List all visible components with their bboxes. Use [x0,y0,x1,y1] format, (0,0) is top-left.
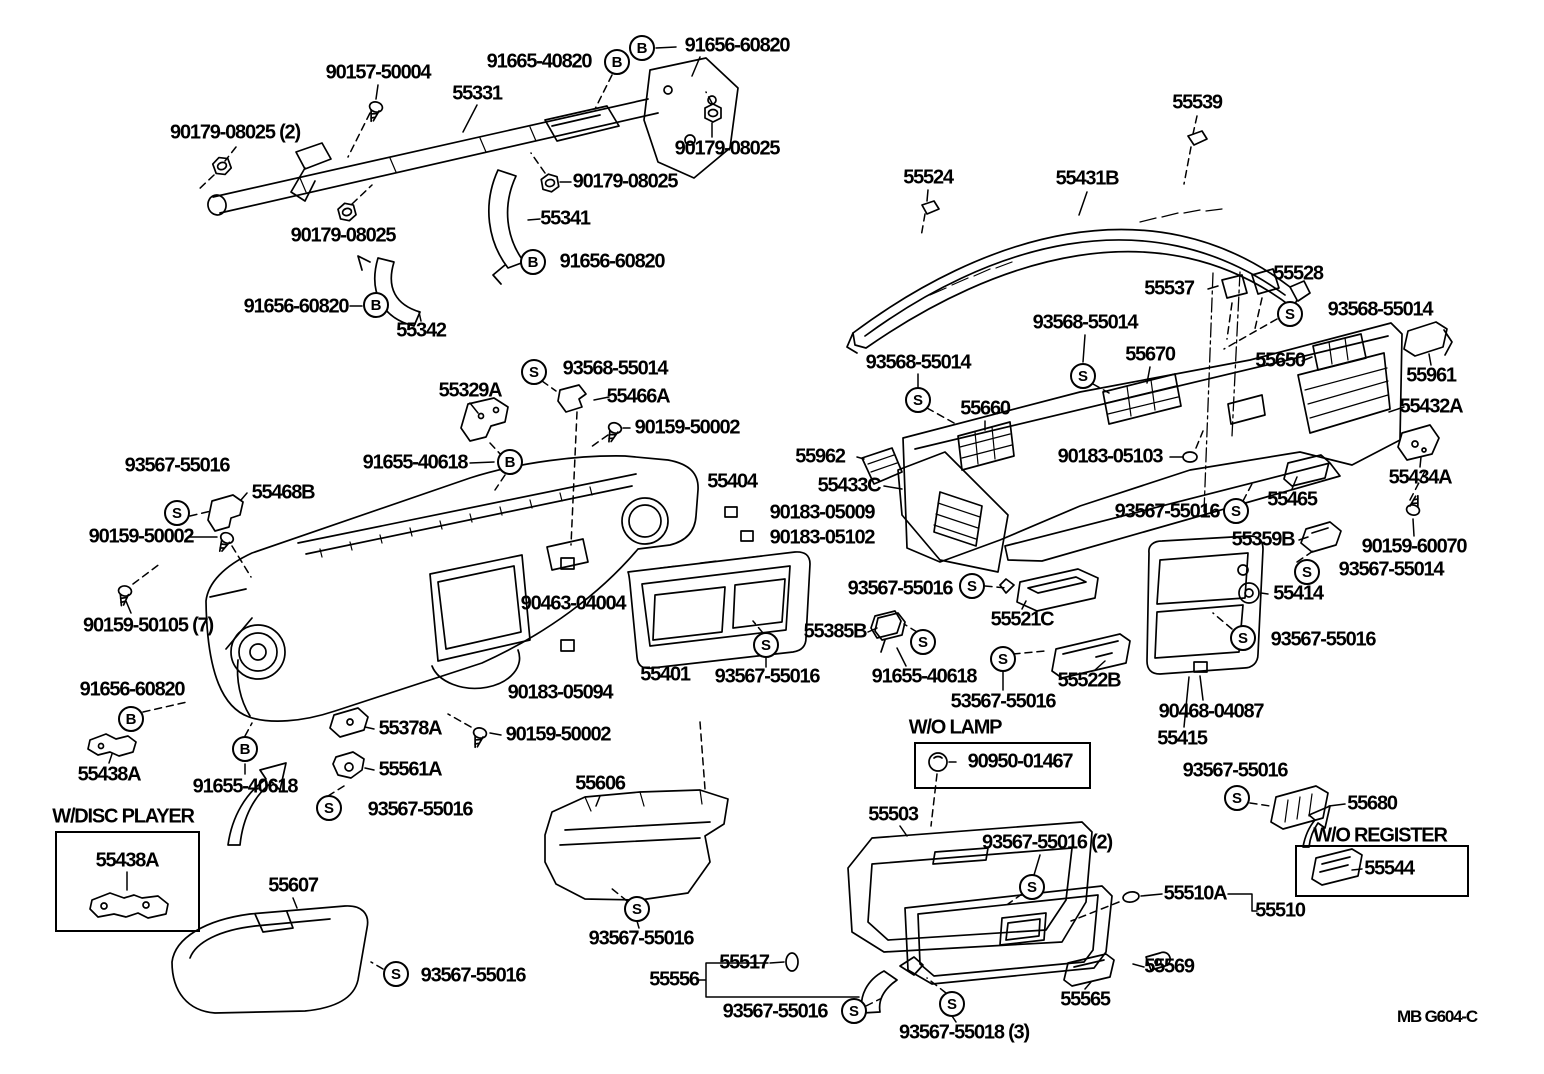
part-label: 55510A [1163,882,1227,905]
part-label: 55342 [396,319,446,342]
part-label: 55438A [95,849,159,872]
part-label: 55650 [1255,349,1305,372]
part-label: 55415 [1157,727,1207,750]
fastener-marker-s: S [1019,874,1045,900]
part-label: 90179-08025 [572,170,678,193]
part-label: 90179-08025 [674,137,780,160]
part-label: 55606 [575,772,625,795]
part-label: 90183-05102 [769,526,875,549]
part-label: 93567-55016 [722,1000,828,1023]
part-label: 55569 [1144,955,1194,978]
part-label: 55331 [452,82,502,105]
part-label: 55465 [1267,488,1317,511]
fastener-marker-s: S [959,573,985,599]
part-label: 55466A [606,385,670,408]
part-label: 93568-55014 [1032,311,1138,334]
part-label: 93567-55016 [1270,628,1376,651]
fastener-marker-s: S [521,359,547,385]
part-label: 91656-60820 [79,678,185,701]
part-label: 93568-55014 [1327,298,1433,321]
fastener-marker-s: S [1223,498,1249,524]
fastener-marker-b: B [232,736,258,762]
part-label: 90183-05103 [1057,445,1163,468]
fastener-marker-b: B [497,449,523,475]
part-label: 90468-04087 [1158,700,1264,723]
part-label: 91656-60820 [243,295,349,318]
part-label: 55556 [649,968,699,991]
part-label: 55561A [378,758,442,781]
fastener-marker-b: B [363,292,389,318]
small-brackets [88,385,901,778]
part-label: 55544 [1364,857,1414,880]
part-label: 55961 [1406,364,1456,387]
fastener-marker-s: S [164,500,190,526]
part-label: 55329A [438,379,502,402]
fastener-marker-s: S [316,795,342,821]
part-label: 93567-55018 (3) [899,1021,1029,1044]
part-label: 90179-08025 [290,224,396,247]
part-label: 55468B [251,481,315,504]
cluster-finish-panel-55401 [628,552,810,668]
part-label: 90183-05094 [507,681,613,704]
part-label: 55378A [378,717,442,740]
fastener-marker-b: B [629,35,655,61]
part-label: 55607 [268,874,318,897]
part-label: 93567-55016 [847,577,953,600]
part-label: 91665-40820 [486,50,592,73]
part-label: 55680 [1347,792,1397,815]
part-label: 55962 [795,445,845,468]
part-label: 93567-55016 [1182,759,1288,782]
part-label: 90179-08025 (2) [170,121,300,144]
part-label: 55438A [77,763,141,786]
part-label: 55565 [1060,988,1110,1011]
part-label: 93567-55016 [367,798,473,821]
part-label: 55510 [1255,899,1305,922]
centerlines [1204,272,1240,512]
part-label: 93568-55014 [562,357,668,380]
fastener-marker-s: S [990,646,1016,672]
part-label: 55660 [960,397,1010,420]
part-label: 93567-55016 [1114,500,1220,523]
part-label: 90159-60070 [1361,535,1467,558]
part-label: 55670 [1125,343,1175,366]
part-label: MB G604-C [1397,1007,1477,1026]
fastener-marker-s: S [1230,625,1256,651]
fastener-marker-s: S [753,632,779,658]
part-label: 91655-40618 [362,451,468,474]
part-label: 55524 [903,166,953,189]
part-label: 90159-50002 [88,525,194,548]
part-label: 93567-55016 [588,927,694,950]
part-label: 55539 [1172,91,1222,114]
fastener-marker-b: B [604,49,630,75]
fastener-marker-s: S [905,387,931,413]
fastener-marker-s: S [1070,363,1096,389]
part-label: W/O LAMP [908,716,1002,739]
part-label: 55404 [707,470,757,493]
fastener-marker-s: S [910,629,936,655]
part-label: 55537 [1144,277,1194,300]
fastener-marker-s: S [939,991,965,1017]
part-label: W/O REGISTER [1313,824,1447,847]
part-label: 93567-55016 [124,454,230,477]
part-label: 55433C [817,474,881,497]
part-label: 91655-40618 [871,665,977,688]
part-label: 93567-55016 (2) [982,831,1112,854]
part-label: 90183-05009 [769,501,875,524]
part-label: 55517 [719,951,769,974]
fastener-marker-s: S [1224,785,1250,811]
fastener-marker-s: S [841,998,867,1024]
fastener-marker-s: S [1294,559,1320,585]
part-label: 55503 [868,803,918,826]
fastener-marker-s: S [1277,301,1303,327]
part-label: 55528 [1273,262,1323,285]
part-label: 90950-01467 [967,750,1073,773]
fastener-marker-s: S [624,896,650,922]
part-label: 93567-55016 [420,964,526,987]
part-label: 93568-55014 [865,351,971,374]
part-label: 90159-50002 [634,416,740,439]
part-label: 55341 [540,207,590,230]
part-label: 91656-60820 [559,250,665,273]
part-label: 55431B [1055,167,1119,190]
part-label: 55401 [640,663,690,686]
fastener-marker-s: S [383,961,409,987]
disc-player-box [55,831,200,932]
part-label: 90157-50004 [325,61,431,84]
part-label: 55359B [1231,528,1295,551]
part-label: 90159-50002 [505,723,611,746]
part-label: 91655-40618 [192,775,298,798]
fastener-marker-b: B [118,706,144,732]
part-label: 55432A [1399,395,1463,418]
part-label: 93567-55014 [1338,558,1444,581]
part-label: 90159-50105 (7) [83,614,213,637]
fastener-marker-b: B [520,249,546,275]
part-label: 53567-55016 [950,690,1056,713]
part-label: 55414 [1273,582,1323,605]
part-label: 55522B [1057,669,1121,692]
part-label: 55385B [803,620,867,643]
part-label: 91656-60820 [684,34,790,57]
part-label: 55434A [1388,466,1452,489]
part-label: 90463-04004 [520,592,626,615]
part-label: W/DISC PLAYER [52,805,194,828]
part-label: 93567-55016 [714,665,820,688]
part-label: 55521C [990,608,1054,631]
